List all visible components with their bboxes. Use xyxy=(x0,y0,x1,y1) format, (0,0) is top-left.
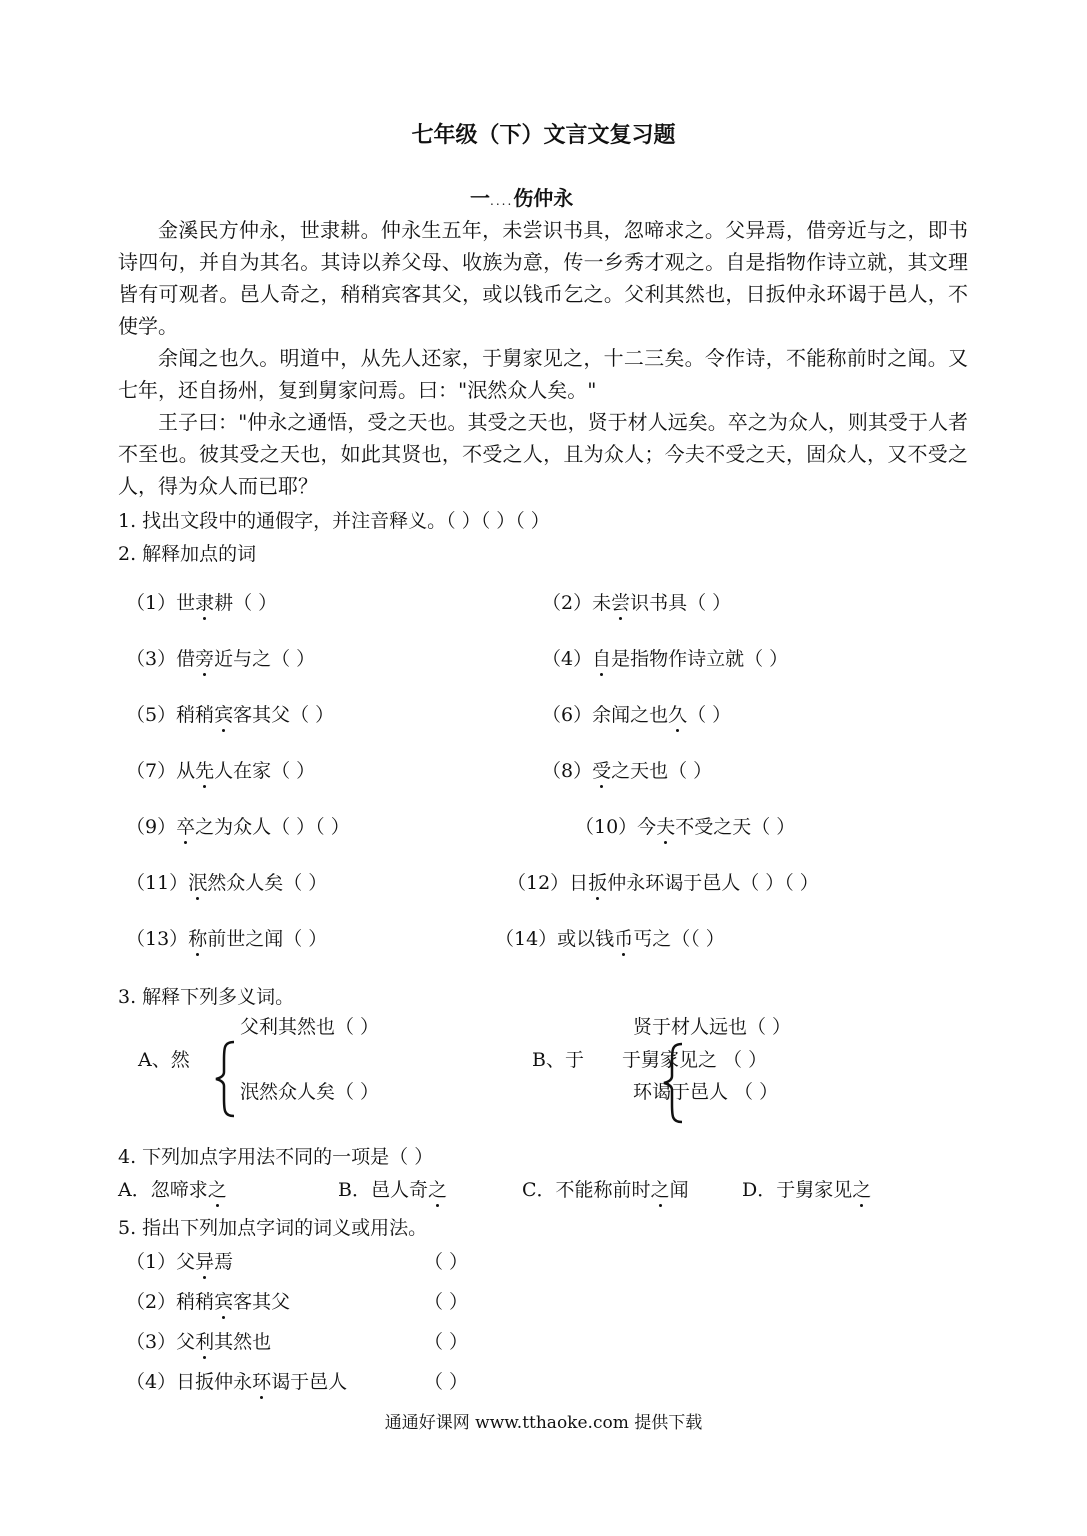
passage-paragraph-2: 余闻之也久。明道中，从先人还家，于舅家见之，十二三矣。令作诗，不能称前时之闻。又七年，还自扬州，复到舅家问焉。曰："泯然众人矣。" xyxy=(118,346,968,402)
q3-a-item-1: 父利其然也（ ） xyxy=(240,1016,380,1038)
question-3: 3. 解释下列多义词。 xyxy=(118,986,295,1008)
q3-b-item-2: 于舅家见之 （ ） xyxy=(622,1049,768,1071)
q2-item-7: （7）从先人在家（ ） xyxy=(126,760,316,782)
q2-item-11: （11）泯然众人矣（ ） xyxy=(126,872,328,894)
q3-b-item-3: 环谒于邑人 （ ） xyxy=(633,1081,779,1103)
q5-item-4-blank: （ ） xyxy=(424,1371,469,1393)
question-5: 5. 指出下列加点字词的词义或用法。 xyxy=(118,1217,428,1239)
question-2: 2. 解释加点的词 xyxy=(118,543,257,565)
q2-item-14: （14）或以钱币丐之（（ ） xyxy=(495,928,725,950)
question-1: 1. 找出文段中的通假字，并注音释义。（ ）（ ）（ ） xyxy=(118,510,550,532)
q2-item-6: （6）余闻之也久（ ） xyxy=(542,704,732,726)
q2-item-10: （10）今夫不受之天（ ） xyxy=(575,816,796,838)
q2-item-3: （3）借旁近与之（ ） xyxy=(126,648,316,670)
q3-a-item-2: 泯然众人矣（ ） xyxy=(240,1081,380,1103)
q2-item-12: （12）日扳仲永环谒于邑人（ ）（ ） xyxy=(507,872,819,894)
q2-item-9: （9）卒之为众人（ ）（ ） xyxy=(126,816,350,838)
q5-item-2-blank: （ ） xyxy=(424,1291,469,1313)
q3-b-label: B、于 xyxy=(532,1049,584,1071)
q5-item-1: （1）父异焉 xyxy=(126,1251,234,1273)
q4-option-d: D．于舅家见之 xyxy=(742,1179,872,1201)
q2-item-13: （13）称前世之闻（ ） xyxy=(126,928,328,950)
question-4: 4. 下列加点字用法不同的一项是（ ） xyxy=(118,1146,434,1168)
q4-option-b: B．邑人奇之 xyxy=(338,1179,447,1201)
section-dots: .... xyxy=(490,194,514,208)
page-footer: 通通好课网 www.tthaoke.com 提供下载 xyxy=(384,1413,703,1433)
section-name: 伤仲永 xyxy=(513,186,574,210)
q2-item-1: （1）世隶耕（ ） xyxy=(126,592,278,614)
q3-a-label: A、然 xyxy=(138,1049,190,1071)
q5-item-4: （4）日扳仲永环谒于邑人 xyxy=(126,1371,348,1393)
q5-item-2: （2）稍稍宾客其父 xyxy=(126,1291,291,1313)
q2-item-2: （2）未尝识书具（ ） xyxy=(542,592,732,614)
q4-option-c: C．不能称前时之闻 xyxy=(522,1179,689,1201)
q2-item-4: （4）自是指物作诗立就（ ） xyxy=(542,648,789,670)
q3-a-brace xyxy=(214,1040,236,1118)
q5-item-3-blank: （ ） xyxy=(424,1331,469,1353)
q2-item-8: （8）受之天也（ ） xyxy=(542,760,713,782)
section-heading xyxy=(470,182,573,211)
q5-item-1-blank: （ ） xyxy=(424,1251,469,1273)
q5-item-3: （3）父利其然也 xyxy=(126,1331,272,1353)
section-number: 一 xyxy=(470,186,490,210)
page-title: 七年级（下）文言文复习题 xyxy=(411,122,676,148)
passage-paragraph-3: 王子曰："仲永之通悟，受之天也。其受之天也，贤于材人远矣。卒之为众人，则其受于人者不至也。彼其受之天也，如此其贤也，不受之人，且为众人；今夫不受之天，固众人，又不受之人，得为众人而已耶？ xyxy=(118,410,968,498)
q3-b-item-1: 贤于材人远也（ ） xyxy=(633,1016,792,1038)
q2-item-5: （5）稍稍宾客其父（ ） xyxy=(126,704,335,726)
passage-paragraph-1: 金溪民方仲永，世隶耕。仲永生五年，未尝识书具，忽啼求之。父异焉，借旁近与之，即书诗四句，并自为其名。其诗以养父母、收族为意，传一乡秀才观之。自是指物作诗立就，其文理皆有可观者。邑人奇之，稍稍宾客其父，或以钱币乞之。父利其然也，日扳仲永环谒于邑人，不使学。 xyxy=(118,218,968,338)
q4-option-a: A．忽啼求之 xyxy=(118,1179,227,1201)
